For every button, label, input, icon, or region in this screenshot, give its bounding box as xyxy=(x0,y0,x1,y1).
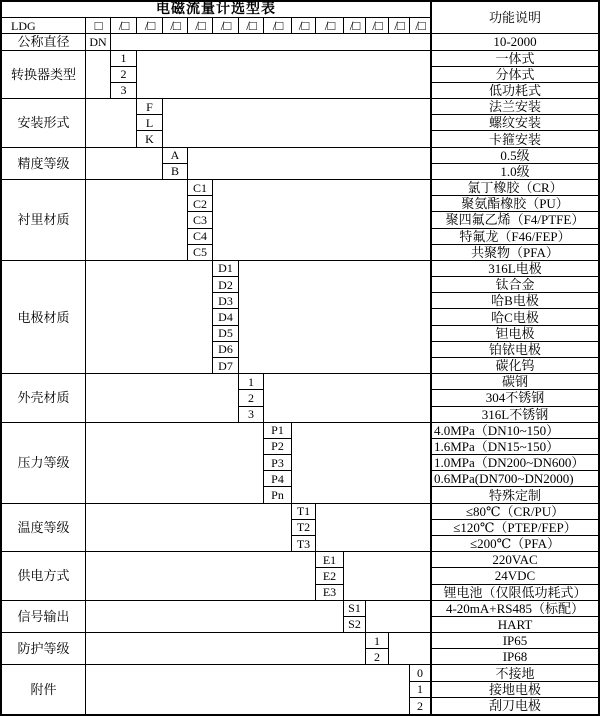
empty-region xyxy=(86,374,239,423)
option-code: T2 xyxy=(292,520,316,536)
option-code: D7 xyxy=(213,358,239,374)
empty-region xyxy=(264,374,431,423)
function-header: 功能说明 xyxy=(431,2,598,34)
model-first-box: □ xyxy=(86,18,111,34)
empty-region xyxy=(86,99,137,148)
option-desc: 316L不锈钢 xyxy=(431,407,598,423)
option-code: 2 xyxy=(239,390,264,406)
empty-region xyxy=(86,148,163,180)
option-code: D4 xyxy=(213,309,239,325)
row-label: 防护等级 xyxy=(2,633,86,665)
option-desc: 低功耗式 xyxy=(431,83,598,99)
option-code: S1 xyxy=(344,601,366,617)
option-code: S2 xyxy=(344,617,366,633)
model-prefix: LDG xyxy=(2,18,86,34)
row-label: 压力等级 xyxy=(2,423,86,504)
option-code: E2 xyxy=(316,568,344,584)
option-desc: 哈C电极 xyxy=(431,309,598,325)
empty-region xyxy=(239,261,431,374)
option-desc: HART xyxy=(431,617,598,633)
option-desc: 特氟龙（F46/FEP） xyxy=(431,229,598,245)
empty-region xyxy=(86,633,366,665)
empty-region xyxy=(86,601,344,633)
empty-region xyxy=(86,423,264,504)
option-desc: 碳钢 xyxy=(431,374,598,390)
option-code: 0 xyxy=(410,665,431,681)
row-label: 转换器类型 xyxy=(2,51,86,100)
row-label: 温度等级 xyxy=(2,504,86,553)
model-slot: /□ xyxy=(316,18,344,34)
empty-region xyxy=(389,633,431,665)
option-code: F xyxy=(137,99,163,115)
empty-region xyxy=(86,51,111,100)
option-desc: 聚氨酯橡胶（PU） xyxy=(431,196,598,212)
option-code: C5 xyxy=(188,245,213,261)
empty-region xyxy=(213,180,431,261)
option-code: C3 xyxy=(188,212,213,228)
row-label: 信号输出 xyxy=(2,601,86,633)
option-code: E1 xyxy=(316,552,344,568)
empty-region xyxy=(111,34,431,50)
row-label: 外壳材质 xyxy=(2,374,86,423)
model-slot: /□ xyxy=(410,18,431,34)
option-desc: 304不锈钢 xyxy=(431,390,598,406)
option-code: 1 xyxy=(239,374,264,390)
option-code: DN xyxy=(86,34,111,50)
empty-region xyxy=(137,51,431,100)
option-code: Pn xyxy=(264,487,292,503)
option-desc: 接地电极 xyxy=(431,682,598,698)
option-desc: 10-2000 xyxy=(431,34,598,50)
option-code: D3 xyxy=(213,293,239,309)
option-desc: 一体式 xyxy=(431,51,598,67)
option-code: P1 xyxy=(264,423,292,439)
row-label: 供电方式 xyxy=(2,552,86,601)
option-code: 2 xyxy=(410,698,431,714)
empty-region xyxy=(344,552,431,601)
option-code: D2 xyxy=(213,277,239,293)
option-desc: 1.0MPa（DN200~DN600） xyxy=(431,455,598,471)
option-desc: 不接地 xyxy=(431,665,598,681)
option-code: D6 xyxy=(213,342,239,358)
option-code: C1 xyxy=(188,180,213,196)
option-desc: IP65 xyxy=(431,633,598,649)
option-desc: 分体式 xyxy=(431,67,598,83)
empty-region xyxy=(86,180,188,261)
model-slot: /□ xyxy=(366,18,389,34)
option-code: D1 xyxy=(213,261,239,277)
option-code: C2 xyxy=(188,196,213,212)
option-desc: 铂铱电极 xyxy=(431,342,598,358)
option-code: 3 xyxy=(111,83,137,99)
option-code: E3 xyxy=(316,585,344,601)
option-desc: 卡箍安装 xyxy=(431,131,598,147)
option-code: 3 xyxy=(239,407,264,423)
option-desc: ≤200℃（PFA） xyxy=(431,536,598,552)
row-label: 电极材质 xyxy=(2,261,86,374)
option-desc: 钽电极 xyxy=(431,326,598,342)
empty-region xyxy=(86,261,213,374)
table-title: 电磁流量计选型表 xyxy=(2,2,431,18)
empty-region xyxy=(86,552,316,601)
option-code: D5 xyxy=(213,326,239,342)
option-desc: 0.5级 xyxy=(431,148,598,164)
option-desc: 聚四氟乙烯（F4/PTFE） xyxy=(431,212,598,228)
empty-region xyxy=(86,665,410,714)
option-code: C4 xyxy=(188,229,213,245)
option-desc: 1.0级 xyxy=(431,164,598,180)
option-code: P2 xyxy=(264,439,292,455)
empty-region xyxy=(163,99,431,148)
model-slot: /□ xyxy=(344,18,366,34)
option-code: T1 xyxy=(292,504,316,520)
option-desc: 碳化钨 xyxy=(431,358,598,374)
option-desc: ≤80℃（CR/PU） xyxy=(431,504,598,520)
option-desc: 24VDC xyxy=(431,568,598,584)
row-label: 安装形式 xyxy=(2,99,86,148)
option-desc: ≤120℃（PTEP/FEP） xyxy=(431,520,598,536)
option-desc: 4.0MPa（DN10~150） xyxy=(431,423,598,439)
row-label: 附件 xyxy=(2,665,86,714)
empty-region xyxy=(188,148,431,180)
option-code: T3 xyxy=(292,536,316,552)
option-code: K xyxy=(137,131,163,147)
empty-region xyxy=(316,504,431,553)
option-desc: IP68 xyxy=(431,649,598,665)
option-desc: 共聚物（PFA） xyxy=(431,245,598,261)
option-desc: 螺纹安装 xyxy=(431,115,598,131)
option-desc: 1.6MPa（DN15~150） xyxy=(431,439,598,455)
option-code: P4 xyxy=(264,471,292,487)
option-code: L xyxy=(137,115,163,131)
option-desc: 哈B电极 xyxy=(431,293,598,309)
model-slot: /□ xyxy=(389,18,410,34)
option-desc: 220VAC xyxy=(431,552,598,568)
option-desc: 锂电池（仅限低功耗式） xyxy=(431,585,598,601)
model-slot: /□ xyxy=(137,18,163,34)
row-label: 精度等级 xyxy=(2,148,86,180)
model-slot: /□ xyxy=(163,18,188,34)
option-desc: 316L电极 xyxy=(431,261,598,277)
option-desc: 刮刀电极 xyxy=(431,698,598,714)
option-code: P3 xyxy=(264,455,292,471)
empty-region xyxy=(366,601,431,633)
option-desc: 法兰安装 xyxy=(431,99,598,115)
model-slot: /□ xyxy=(239,18,264,34)
row-label: 公称直径 xyxy=(2,34,86,50)
row-label: 衬里材质 xyxy=(2,180,86,261)
model-slot: /□ xyxy=(188,18,213,34)
empty-region xyxy=(292,423,431,504)
option-code: 2 xyxy=(111,67,137,83)
option-code: B xyxy=(163,164,188,180)
option-code: A xyxy=(163,148,188,164)
model-slot: /□ xyxy=(111,18,137,34)
option-desc: 4-20mA+RS485（标配） xyxy=(431,601,598,617)
option-code: 1 xyxy=(410,682,431,698)
option-desc: 钛合金 xyxy=(431,277,598,293)
option-code: 2 xyxy=(366,649,389,665)
option-desc: 0.6MPa(DN700~DN2000) xyxy=(431,471,598,487)
option-code: 1 xyxy=(111,51,137,67)
option-code: 1 xyxy=(366,633,389,649)
option-desc: 氯丁橡胶（CR） xyxy=(431,180,598,196)
empty-region xyxy=(86,504,292,553)
model-slot: /□ xyxy=(213,18,239,34)
model-slot: /□ xyxy=(264,18,292,34)
model-slot: /□ xyxy=(292,18,316,34)
option-desc: 特殊定制 xyxy=(431,487,598,503)
